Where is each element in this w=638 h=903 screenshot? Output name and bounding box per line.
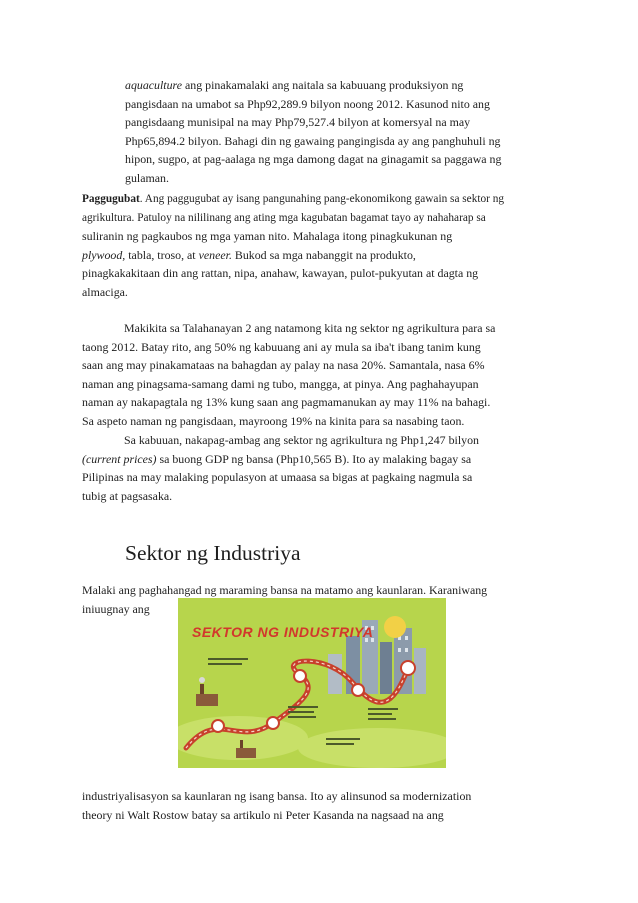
bold-term: Paggugubat (82, 193, 140, 205)
ground-patch (298, 728, 446, 768)
paragraph-line: taong 2012. Batay rito, ang 50% ng kabuuang ani ay mula sa iba't ibang tanim kung (82, 339, 481, 354)
industriya-paragraph (82, 787, 552, 824)
paragraph-line: almaciga. (82, 284, 128, 299)
paragraph-line: Makikita sa Talahanayan 2 ang natamong kita ng sektor ng agrikultura para sa (124, 321, 496, 335)
paragraph-line: aquaculture ang pinakamalaki ang naitala sa kabuuang produksiyon ng (125, 78, 464, 92)
sektor-ng-industriya-illustration (178, 598, 446, 768)
paragraph-line: agrikultura. Patuloy na nililinang ang ating mga kagubatan bagamat tayo ay nahaharap sa (82, 211, 486, 224)
paragraph-line: (current prices) sa buong GDP ng bansa (Php10,565 B). Ito ay malaking bagay sa (82, 451, 472, 466)
waypoint-marker (352, 684, 364, 696)
paragraph-line: Malaki ang paghahangad ng maraming bansa na matamo ang kaunlaran. Karaniwang (82, 583, 488, 597)
paggugubat-paragraph (82, 190, 552, 302)
waypoint-marker (401, 661, 415, 675)
paragraph-line: Sa aspeto naman ng pangisdaan, mayroong 19% na kinita para sa nasabing taon. (82, 413, 465, 428)
paragraph-line: naman ay nakapagtala ng 13% kung saan ang pagmamanukan ay may 11% na bahagi. (82, 395, 491, 410)
waypoint-marker (294, 670, 306, 682)
sun-icon (384, 616, 406, 638)
aquaculture-paragraph (125, 76, 555, 188)
paragraph-line: Pilipinas na may malaking populasyon at umaasa sa bigas at pagkaing nagmula sa (82, 470, 473, 485)
makikita-paragraph (82, 319, 552, 431)
paragraph-line: pangisdaang munisipal na may Php79,527.4 bilyon at komersyal na may (125, 115, 471, 130)
paragraph-line: saan ang may pinakamataas na bahagdan ay palay na nasa 20%. Samantala, nasa 6% (82, 358, 485, 373)
kabuuan-paragraph (82, 431, 552, 505)
italic-term: aquaculture (125, 78, 183, 92)
paragraph-line: industriyalisasyon sa kaunlaran ng isang bansa. Ito ay alinsunod sa modernization (82, 789, 472, 803)
paragraph-line: Paggugubat. Ang paggugubat ay isang pangunahing pang-ekonomikong gawain sa sektor ng (82, 193, 505, 205)
paragraph-line: Sa kabuuan, nakapag-ambag ang sektor ng agrikultura ng Php1,247 bilyon (124, 433, 479, 447)
paragraph-line: naman ang pinagsama-samang dami ng tubo, mangga, at pinya. Ang paghahayupan (82, 376, 479, 391)
paragraph-line: gulaman. (125, 170, 169, 185)
waypoint-marker (212, 720, 224, 732)
factory-icon (196, 677, 218, 706)
paragraph-line: plywood, tabla, troso, at veneer. Bukod sa mga nabanggit na produkto, (82, 247, 416, 262)
paragraph-line: theory ni Walt Rostow batay sa artikulo ni Peter Kasanda na nagsaad na ang (82, 807, 444, 822)
paragraph-line: pangisdaan na umabot sa Php92,289.9 bilyon noong 2012. Kasunod nito ang (125, 96, 490, 111)
illustration-title: SEKTOR NG INDUSTRIYA (192, 624, 374, 640)
section-heading: Sektor ng Industriya (125, 541, 301, 565)
paragraph-line: hipon, sugpo, at pag-aalaga ng mga damong dagat na ginagamit sa paggawa ng (125, 152, 502, 167)
paragraph-line: pinagkakakitaan din ang rattan, nipa, anahaw, kawayan, pulot-pukyutan at dagta ng (82, 266, 479, 281)
paragraph-line: tubig at pagsasaka. (82, 488, 173, 503)
paragraph-line: Php65,894.2 bilyon. Bahagi din ng gawaing pangingisda ay ang panghuhuli ng (125, 133, 501, 148)
paragraph-line: suliranin ng pagkaubos ng mga yaman nito. Mahalaga itong pinagkukunan ng (82, 229, 453, 244)
waypoint-marker (267, 717, 279, 729)
paragraph-line: iniuugnay ang (82, 601, 150, 616)
